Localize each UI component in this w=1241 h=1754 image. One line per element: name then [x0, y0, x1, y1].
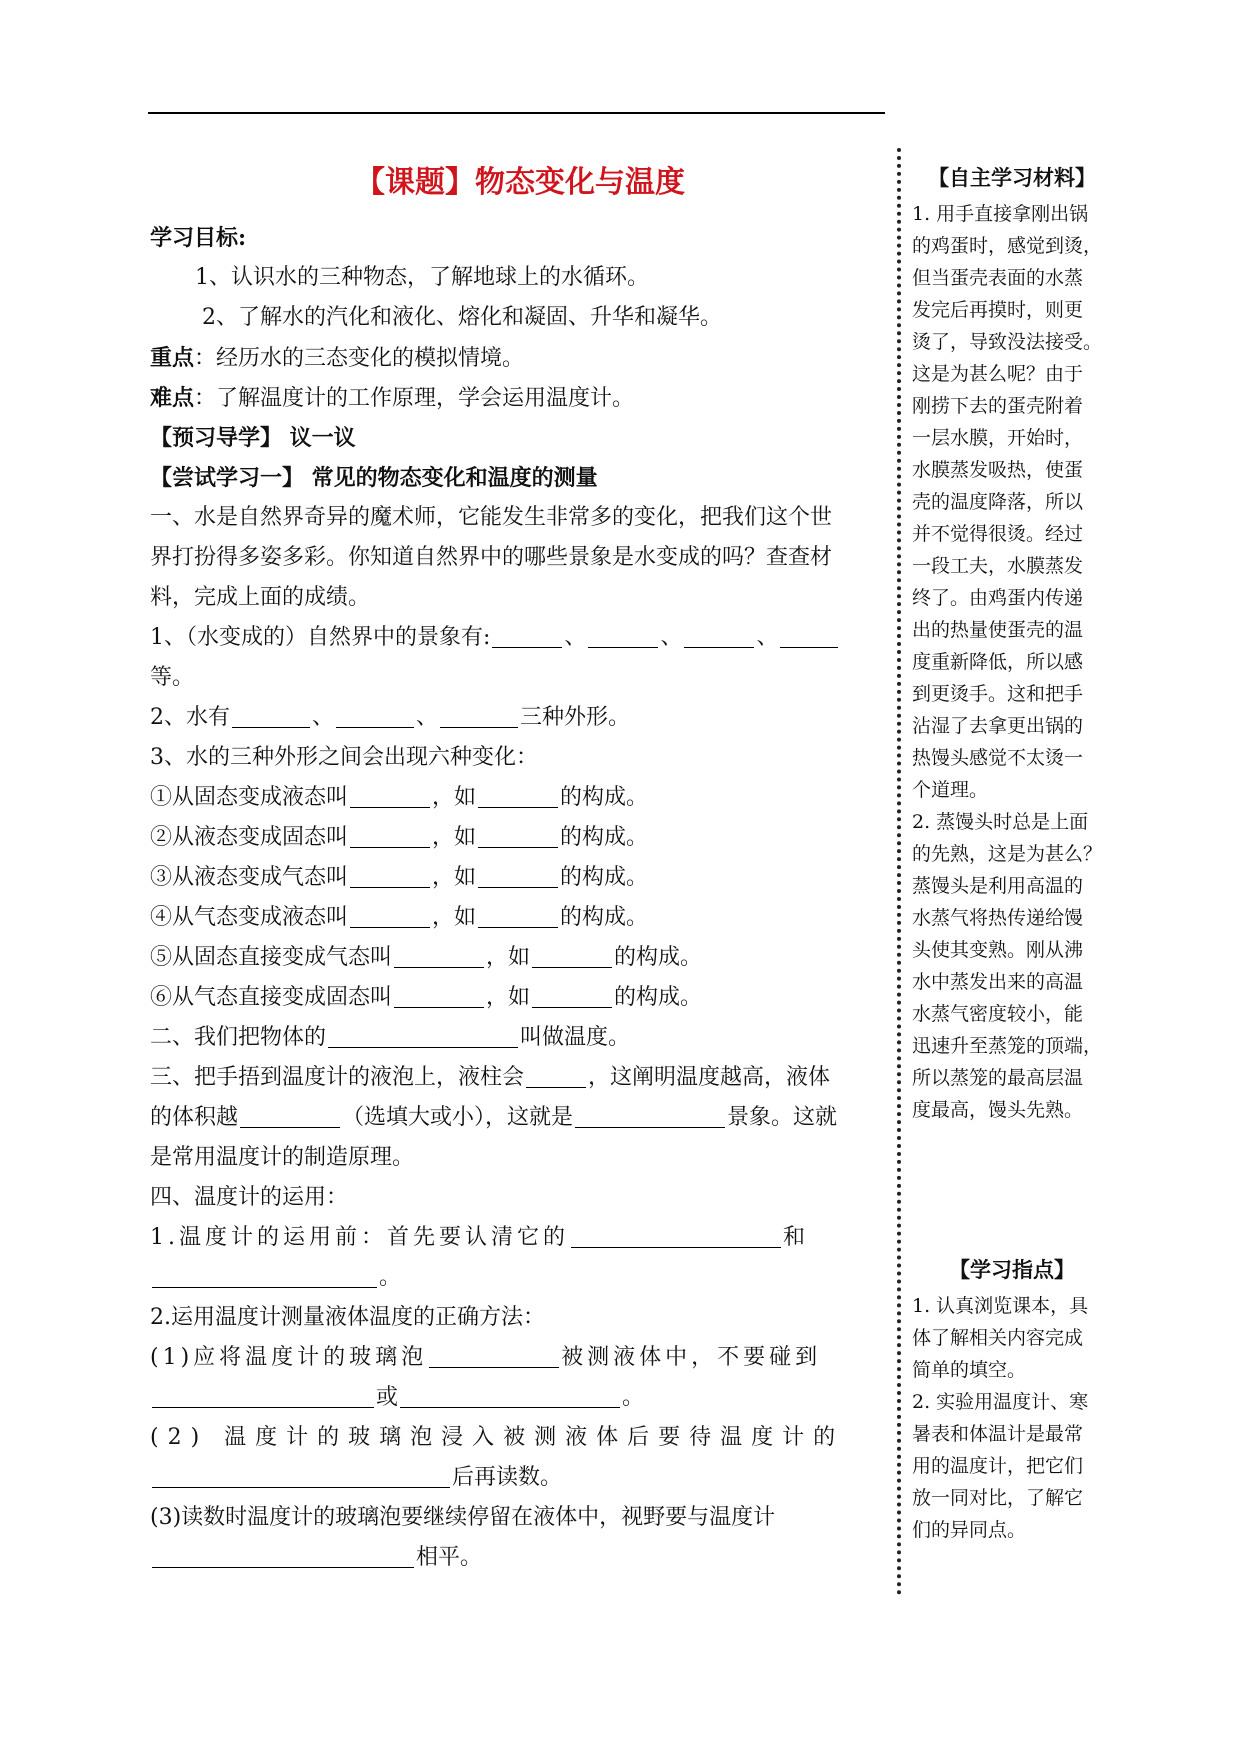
answer-blank[interactable] — [571, 1219, 781, 1248]
side-text-line: 迅速升至蒸笼的顶端， — [912, 1035, 1103, 1057]
section-3-line — [150, 1058, 890, 1098]
side-text-line: 蒸馒头是利用高温的 — [912, 875, 1084, 897]
side-text-line: 的鸡蛋时，感觉到烫， — [912, 235, 1103, 257]
change-mid: ，如 — [432, 865, 477, 890]
answer-blank[interactable] — [394, 979, 484, 1008]
answer-blank[interactable] — [152, 1259, 377, 1288]
method-2 — [150, 1418, 890, 1458]
side-text-line: 到更烫手。这和把手 — [912, 683, 1084, 705]
section-2-end: 叫做温度。 — [520, 1025, 631, 1050]
usage-before-text: 1.温度计的运用前：首先要认清它的 — [150, 1225, 569, 1250]
change-mid: ，如 — [432, 905, 477, 930]
change-mid: ，如 — [432, 825, 477, 850]
change-mid: ，如 — [486, 985, 531, 1010]
answer-blank[interactable] — [780, 619, 838, 648]
change-item — [150, 818, 890, 858]
question-1-end: 等。 — [150, 665, 195, 690]
answer-blank[interactable] — [532, 939, 612, 968]
question-3: 3、水的三种外形之间会出现六种变化： — [150, 745, 538, 770]
key-point — [150, 338, 890, 378]
answer-blank[interactable] — [336, 699, 414, 728]
side-text-line: 1. 认真浏览课本，具 — [912, 1295, 1089, 1317]
side-text-line: 度重新降低，所以感 — [912, 651, 1084, 673]
method-heading: 2.运用温度计测量液体温度的正确方法： — [150, 1305, 545, 1330]
difficult-text: ：了解温度计的工作原理，学会运用温度计。 — [194, 386, 635, 411]
answer-blank[interactable] — [240, 1099, 340, 1128]
header-rule — [148, 112, 885, 114]
change-mid: ，如 — [432, 785, 477, 810]
side-text-line: 暑表和体温计是最常 — [912, 1423, 1084, 1445]
section-3-text: （选填大或小），这就是 — [342, 1105, 574, 1130]
change-end: 的构成。 — [560, 865, 649, 890]
side-text-line: 个道理。 — [912, 779, 989, 801]
column-divider — [897, 148, 901, 1596]
method-1-text: (1)应将温度计的玻璃泡 — [150, 1345, 428, 1370]
side-text-line: 一段工夫，水膜蒸发 — [912, 555, 1084, 577]
side-text-line: 所以蒸笼的最高层温 — [912, 1067, 1084, 1089]
method-3-cont — [150, 1538, 890, 1578]
change-item — [150, 978, 890, 1018]
side-text-line: 终了。由鸡蛋内传递 — [912, 587, 1084, 609]
method-2-text: (2) 温度计的玻璃泡浸入被测液体后要待温度计的 — [150, 1425, 845, 1450]
change-text: ⑤从固态直接变成气态叫 — [150, 945, 393, 970]
period: 。 — [622, 1385, 645, 1410]
answer-blank[interactable] — [328, 1019, 518, 1048]
answer-blank[interactable] — [478, 779, 558, 808]
side-text-line: 用的温度计，把它们 — [912, 1455, 1084, 1477]
answer-blank[interactable] — [526, 1059, 586, 1088]
answer-blank[interactable] — [478, 899, 558, 928]
side-text-line: 1. 用手直接拿刚出锅 — [912, 203, 1089, 225]
try-heading: 【尝试学习一】 常见的物态变化和温度的测量 — [150, 465, 598, 491]
section-3-line: 是常用温度计的制造原理。 — [150, 1145, 415, 1170]
usage-before — [150, 1218, 890, 1258]
side-text-line: 们的异同点。 — [912, 1519, 1027, 1541]
separator: 、 — [564, 625, 587, 650]
side-text-line: 水蒸气将热传递给馒 — [912, 907, 1084, 929]
change-item — [150, 898, 890, 938]
section-3-text: ，这阐明温度越高，液体 — [588, 1065, 831, 1090]
answer-blank[interactable] — [350, 779, 430, 808]
side-text-line: 度最高，馒头先熟。 — [912, 1099, 1084, 1121]
answer-blank[interactable] — [152, 1539, 414, 1568]
side-text-line: 沾湿了去拿更出锅的 — [912, 715, 1084, 737]
change-text: ①从固态变成液态叫 — [150, 785, 349, 810]
side-heading-materials: 【自主学习材料】 — [928, 165, 1096, 190]
side-column — [912, 158, 1112, 1546]
page-title: 【课题】物态变化与温度 — [355, 165, 685, 200]
change-text: ⑥从气态直接变成固态叫 — [150, 985, 393, 1010]
answer-blank[interactable] — [350, 899, 430, 928]
side-text-line: 水中蒸发出来的高温 — [912, 971, 1084, 993]
method-1-text: 被测液体中，不要碰到 — [561, 1345, 822, 1370]
change-end: 的构成。 — [560, 905, 649, 930]
change-end: 的构成。 — [560, 825, 649, 850]
preview-heading: 【预习导学】 议一议 — [150, 425, 356, 451]
question-2-end: 三种外形。 — [520, 705, 631, 730]
side-text-line: 壳的温度降落，所以 — [912, 491, 1084, 513]
method-3: (3)读数时温度计的玻璃泡要继续停留在液体中，视野要与温度计 — [150, 1505, 776, 1530]
side-text-line: 体了解相关内容完成 — [912, 1327, 1084, 1349]
side-text-line: 一层水膜，开始时， — [912, 427, 1084, 449]
separator: 、 — [416, 705, 439, 730]
question-2 — [150, 698, 890, 738]
answer-blank[interactable] — [532, 979, 612, 1008]
answer-blank[interactable] — [440, 699, 518, 728]
usage-and: 和 — [783, 1225, 806, 1250]
separator: 、 — [660, 625, 683, 650]
section-2 — [150, 1018, 890, 1058]
section-3-text: 三、把手捂到温度计的液泡上，液柱会 — [150, 1065, 525, 1090]
side-text-line: 并不觉得很烫。经过 — [912, 523, 1084, 545]
change-text: ②从液态变成固态叫 — [150, 825, 349, 850]
method-1 — [150, 1338, 890, 1378]
section-3-text: 的体积越 — [150, 1105, 239, 1130]
separator: 、 — [756, 625, 779, 650]
side-text-line: 烫了，导致没法接受。 — [912, 331, 1103, 353]
separator: 、 — [312, 705, 335, 730]
answer-blank[interactable] — [588, 619, 658, 648]
change-mid: ，如 — [486, 945, 531, 970]
answer-blank[interactable] — [232, 699, 310, 728]
answer-blank[interactable] — [152, 1379, 374, 1408]
method-3-end: 相平。 — [416, 1545, 483, 1570]
change-item — [150, 778, 890, 818]
change-item — [150, 858, 890, 898]
answer-blank[interactable] — [478, 819, 558, 848]
change-text: ③从液态变成气态叫 — [150, 865, 349, 890]
key-label: 重点 — [150, 345, 195, 371]
answer-blank[interactable] — [350, 819, 430, 848]
paragraph-line: 一、水是自然界奇异的魔术师，它能发生非常多的变化，把我们这个世 — [150, 505, 833, 530]
question-1 — [150, 618, 890, 658]
answer-blank[interactable] — [152, 1459, 450, 1488]
method-1-or: 或 — [376, 1385, 399, 1410]
side-text-line: 出的热量使蛋壳的温 — [912, 619, 1084, 641]
side-text-line: 这是为甚么呢？由于 — [912, 363, 1084, 385]
section-3-line — [150, 1098, 890, 1138]
change-item — [150, 938, 890, 978]
question-2-start: 2、水有 — [150, 705, 230, 730]
answer-blank[interactable] — [429, 1339, 559, 1368]
answer-blank[interactable] — [492, 619, 562, 648]
side-text-line: 的先熟，这是为甚么？ — [912, 843, 1103, 865]
section-3-text: 景象。这就 — [727, 1105, 838, 1130]
answer-blank[interactable] — [684, 619, 754, 648]
method-1-cont — [150, 1378, 890, 1418]
side-text-line: 水蒸气密度较小，能 — [912, 1003, 1084, 1025]
change-end: 的构成。 — [614, 945, 703, 970]
section-4-heading: 四、温度计的运用： — [150, 1185, 349, 1210]
change-text: ④从气态变成液态叫 — [150, 905, 349, 930]
key-text: ：经历水的三态变化的模拟情境。 — [194, 346, 525, 371]
answer-blank[interactable] — [575, 1099, 725, 1128]
answer-blank[interactable] — [478, 859, 558, 888]
period: 。 — [379, 1265, 402, 1290]
change-end: 的构成。 — [614, 985, 703, 1010]
answer-blank[interactable] — [400, 1379, 620, 1408]
side-heading-guidance: 【学习指点】 — [949, 1257, 1075, 1282]
goal-1: 1、认识水的三种物态，了解地球上的水循环。 — [195, 265, 649, 290]
paragraph-line: 界打扮得多姿多彩。你知道自然界中的哪些景象是水变成的吗？查查材 — [150, 545, 833, 570]
paragraph-line: 料，完成上面的成绩。 — [150, 585, 371, 610]
side-text-line: 水膜蒸发吸热，使蛋 — [912, 459, 1084, 481]
change-end: 的构成。 — [560, 785, 649, 810]
side-spacer — [912, 1126, 1112, 1250]
method-2-cont — [150, 1458, 890, 1498]
side-text-line: 放一同对比，了解它 — [912, 1487, 1084, 1509]
answer-blank[interactable] — [350, 859, 430, 888]
usage-before-cont — [150, 1258, 890, 1298]
side-text-line: 头使其变熟。刚从沸 — [912, 939, 1084, 961]
method-2-end: 后再读数。 — [452, 1465, 563, 1490]
difficult-point — [150, 378, 890, 418]
side-text-line: 但当蛋壳表面的水蒸 — [912, 267, 1084, 289]
difficult-label: 难点 — [150, 385, 195, 411]
section-2-start: 二、我们把物体的 — [150, 1025, 327, 1050]
main-column — [150, 158, 890, 1578]
answer-blank[interactable] — [394, 939, 484, 968]
goal-2: 2、了解水的汽化和液化、熔化和凝固、升华和凝华。 — [202, 305, 722, 330]
question-1-text: 1、（水变成的）自然界中的景象有: — [150, 625, 491, 650]
side-text-line: 简单的填空。 — [912, 1359, 1027, 1381]
side-text-line: 刚捞下去的蛋壳附着 — [912, 395, 1084, 417]
goals-label: 学习目标: — [150, 225, 247, 251]
side-text-line: 2. 蒸馒头时总是上面 — [912, 811, 1089, 833]
side-text-line: 发完后再摸时，则更 — [912, 299, 1084, 321]
side-text-line: 2. 实验用温度计、寒 — [912, 1391, 1089, 1413]
side-text-line: 热馒头感觉不太烫一 — [912, 747, 1084, 769]
